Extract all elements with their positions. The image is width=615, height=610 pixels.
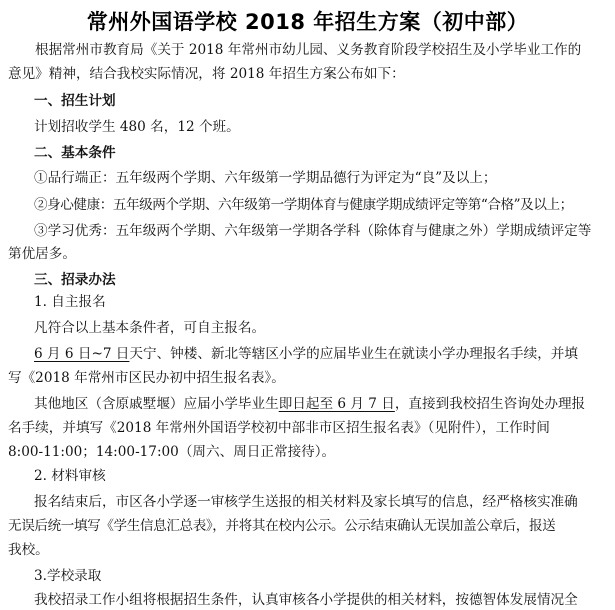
other-regions-rest: ，直接到我校招生咨询处办理报 (394, 396, 586, 412)
registration-dates-line-2: 写《2018 年常州市区民办初中招生报名表》。 (8, 370, 285, 386)
condition-conduct: ①品行端正：五年级两个学期、六年级第一学期品德行为评定为“良”及以上； (34, 170, 497, 186)
subsection-1-text: 凡符合以上基本条件者，可自主报名。 (34, 320, 266, 336)
subsection-3-heading: 3.学校录取 (34, 568, 102, 584)
review-line-3: 我校。 (8, 542, 49, 558)
subsection-2-heading: 2. 材料审核 (34, 468, 106, 484)
section-3-heading: 三、招录办法 (34, 272, 116, 288)
admission-line-1: 我校招录工作小组将根据招生条件，认真审核各小学提供的相关材料，按德智体发展情况全 (34, 592, 578, 608)
condition-academic-line-2: 第优居多。 (8, 246, 76, 262)
intro-line-2: 意见》精神，结合我校实际情况，将 2018 年招生方案公布如下： (8, 66, 405, 82)
condition-academic-line-1: ③学习优秀：五年级两个学期、六年级第一学期各学科（除体育与健康之外）学期成绩评定等 (34, 223, 592, 239)
working-hours: 8:00-11:00；14:00-17:00（周六、周日正常接待）。 (8, 444, 336, 460)
subsection-1-heading: 1. 自主报名 (34, 294, 106, 310)
other-regions-prefix: 其他地区（含原戚墅堰）应届小学毕业生 (34, 396, 279, 412)
other-regions-deadline: 即日起至 6 月 7 日 (278, 396, 395, 412)
section-1-heading: 一、招生计划 (34, 93, 116, 109)
condition-health: ②身心健康：五年级两个学期、六年级第一学期体育与健康学期成绩评定等第“合格”及以上； (34, 197, 573, 213)
registration-dates-line-1 (34, 344, 578, 364)
document-title: 常州外国语学校 2018 年招生方案（初中部） (86, 10, 529, 34)
other-regions-line-1 (34, 394, 585, 414)
section-1-text: 计划招收学生 480 名，12 个班。 (34, 119, 240, 135)
section-2-heading: 二、基本条件 (34, 145, 116, 161)
review-line-1: 报名结束后，市区各小学逐一审核学生送报的相关材料及家长填写的信息，经严格核实准确 (34, 494, 578, 510)
other-regions-line-2: 名手续，并填写《2018 年常州外国语学校初中部非市区招生报名表》（见附件），工作时间 (8, 420, 550, 436)
registration-dates-text: 天宁、钟楼、新北等辖区小学的应届毕业生在就读小学办理报名手续，并填 (129, 346, 578, 362)
review-line-2: 无误后统一填写《学生信息汇总表》，并将其在校内公示。公示结束确认无误加盖公章后，报送 (8, 518, 556, 534)
intro-line-1: 根据常州市教育局《关于 2018 年常州市幼儿园、义务教育阶段学校招生及小学毕业工作的 (35, 42, 582, 58)
registration-dates: 6 月 6 日~7 日 (34, 346, 130, 362)
